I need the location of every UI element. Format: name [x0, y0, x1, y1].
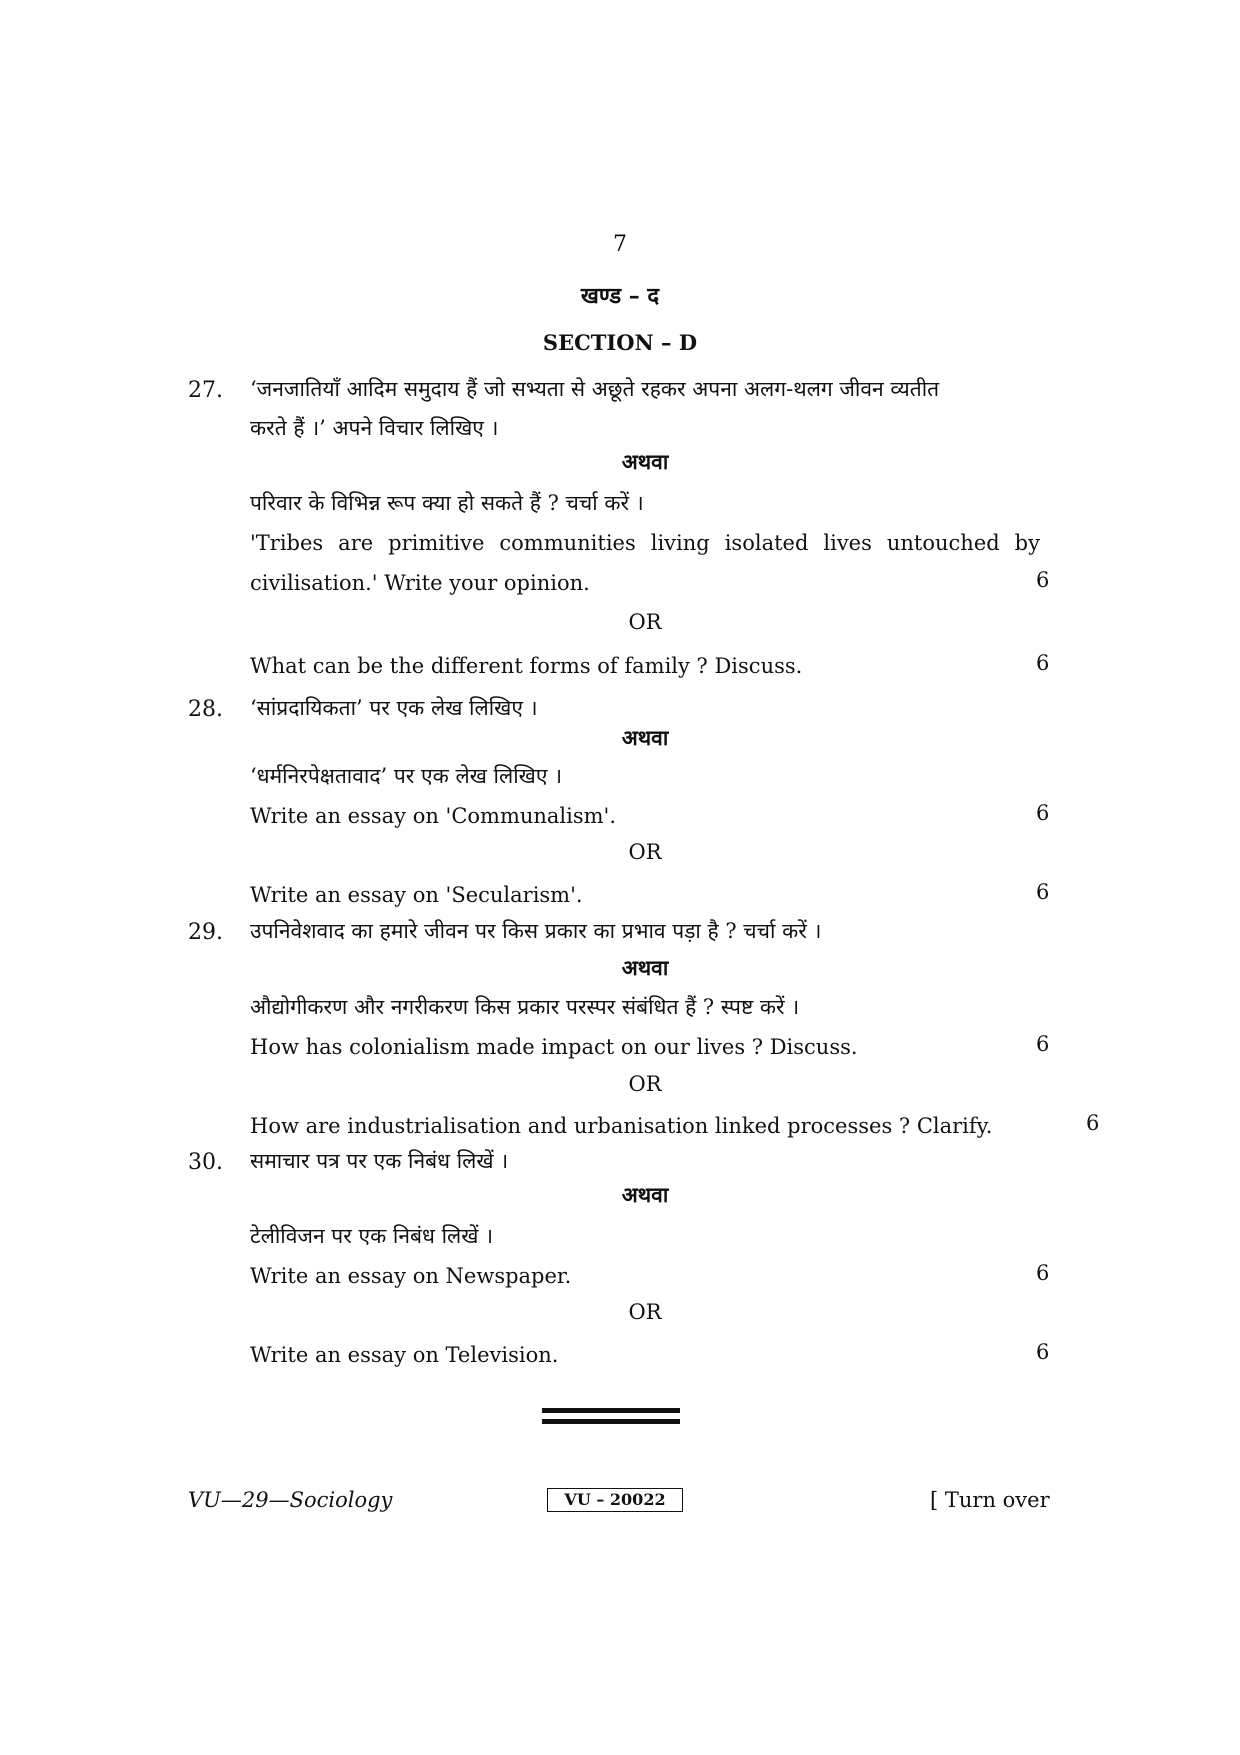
- or-hindi: अथवा: [621, 725, 669, 750]
- question-english-line: Write an essay on 'Communalism'.: [250, 804, 616, 828]
- marks: 6: [1036, 568, 1050, 592]
- question-hindi-line: समाचार पत्र पर एक निबंध लिखें ।: [250, 1149, 509, 1173]
- alternative-hindi: औद्योगीकरण और नगरीकरण किस प्रकार परस्पर संबंधित हैं ? स्पष्ट करें ।: [250, 995, 800, 1019]
- alternative-hindi: टेलीविजन पर एक निबंध लिखें ।: [250, 1224, 494, 1248]
- question-hindi-line: उपनिवेशवाद का हमारे जीवन पर किस प्रकार का प्रभाव पड़ा है ? चर्चा करें ।: [250, 919, 822, 943]
- section-title-english: SECTION – D: [542, 330, 698, 355]
- end-rule-top: [542, 1408, 680, 1413]
- question-number: 30.: [188, 1150, 223, 1175]
- page-number: 7: [613, 232, 627, 257]
- marks: 6: [1036, 801, 1050, 825]
- alternative-marks: 6: [1036, 651, 1050, 675]
- question-english-line: How has colonialism made impact on our lives ? Discuss.: [250, 1035, 858, 1059]
- question-number: 28.: [188, 697, 223, 722]
- or-english: OR: [628, 840, 662, 864]
- alternative-english: How are industrialisation and urbanisation linked processes ? Clarify.: [250, 1114, 993, 1138]
- footer-paper-code: VU – 20022: [547, 1488, 683, 1512]
- or-english: OR: [628, 1300, 662, 1324]
- end-rule-bottom: [542, 1419, 680, 1424]
- or-english: OR: [628, 1072, 662, 1096]
- question-hindi-line: करते हैं ।’ अपने विचार लिखिए ।: [250, 416, 499, 440]
- question-english-line: 'Tribes are primitive communities living isolated lives untouched by: [250, 531, 1040, 555]
- question-hindi-line: ‘जनजातियाँ आदिम समुदाय हैं जो सभ्यता से अछूते रहकर अपना अलग-थलग जीवन व्यतीत: [250, 377, 940, 401]
- or-english: OR: [628, 610, 662, 634]
- or-hindi: अथवा: [621, 1182, 669, 1207]
- marks: 6: [1036, 1032, 1050, 1056]
- alternative-english: Write an essay on 'Secularism'.: [250, 883, 583, 907]
- alternative-english: Write an essay on Television.: [250, 1343, 559, 1367]
- alternative-marks: 6: [1036, 880, 1050, 904]
- marks: 6: [1036, 1261, 1050, 1285]
- alternative-marks: 6: [1086, 1111, 1100, 1135]
- alternative-hindi: परिवार के विभिन्न रूप क्या हो सकते हैं ? चर्चा करें ।: [250, 491, 644, 515]
- question-hindi-line: ‘सांप्रदायिकता’ पर एक लेख लिखिए ।: [250, 696, 538, 720]
- question-number: 29.: [188, 920, 223, 945]
- alternative-hindi: ‘धर्मनिरपेक्षतावाद’ पर एक लेख लिखिए ।: [250, 764, 563, 788]
- section-title-hindi: खण्ड – द: [580, 283, 660, 309]
- or-hindi: अथवा: [621, 449, 669, 474]
- footer-subject-code: VU—29—Sociology: [188, 1488, 393, 1512]
- question-english-line: Write an essay on Newspaper.: [250, 1264, 572, 1288]
- alternative-english: What can be the different forms of family ? Discuss.: [250, 654, 803, 678]
- question-number: 27.: [188, 378, 223, 403]
- footer-turn-over: [ Turn over: [930, 1488, 1050, 1512]
- question-english-line: civilisation.' Write your opinion.: [250, 571, 590, 595]
- alternative-marks: 6: [1036, 1340, 1050, 1364]
- or-hindi: अथवा: [621, 955, 669, 980]
